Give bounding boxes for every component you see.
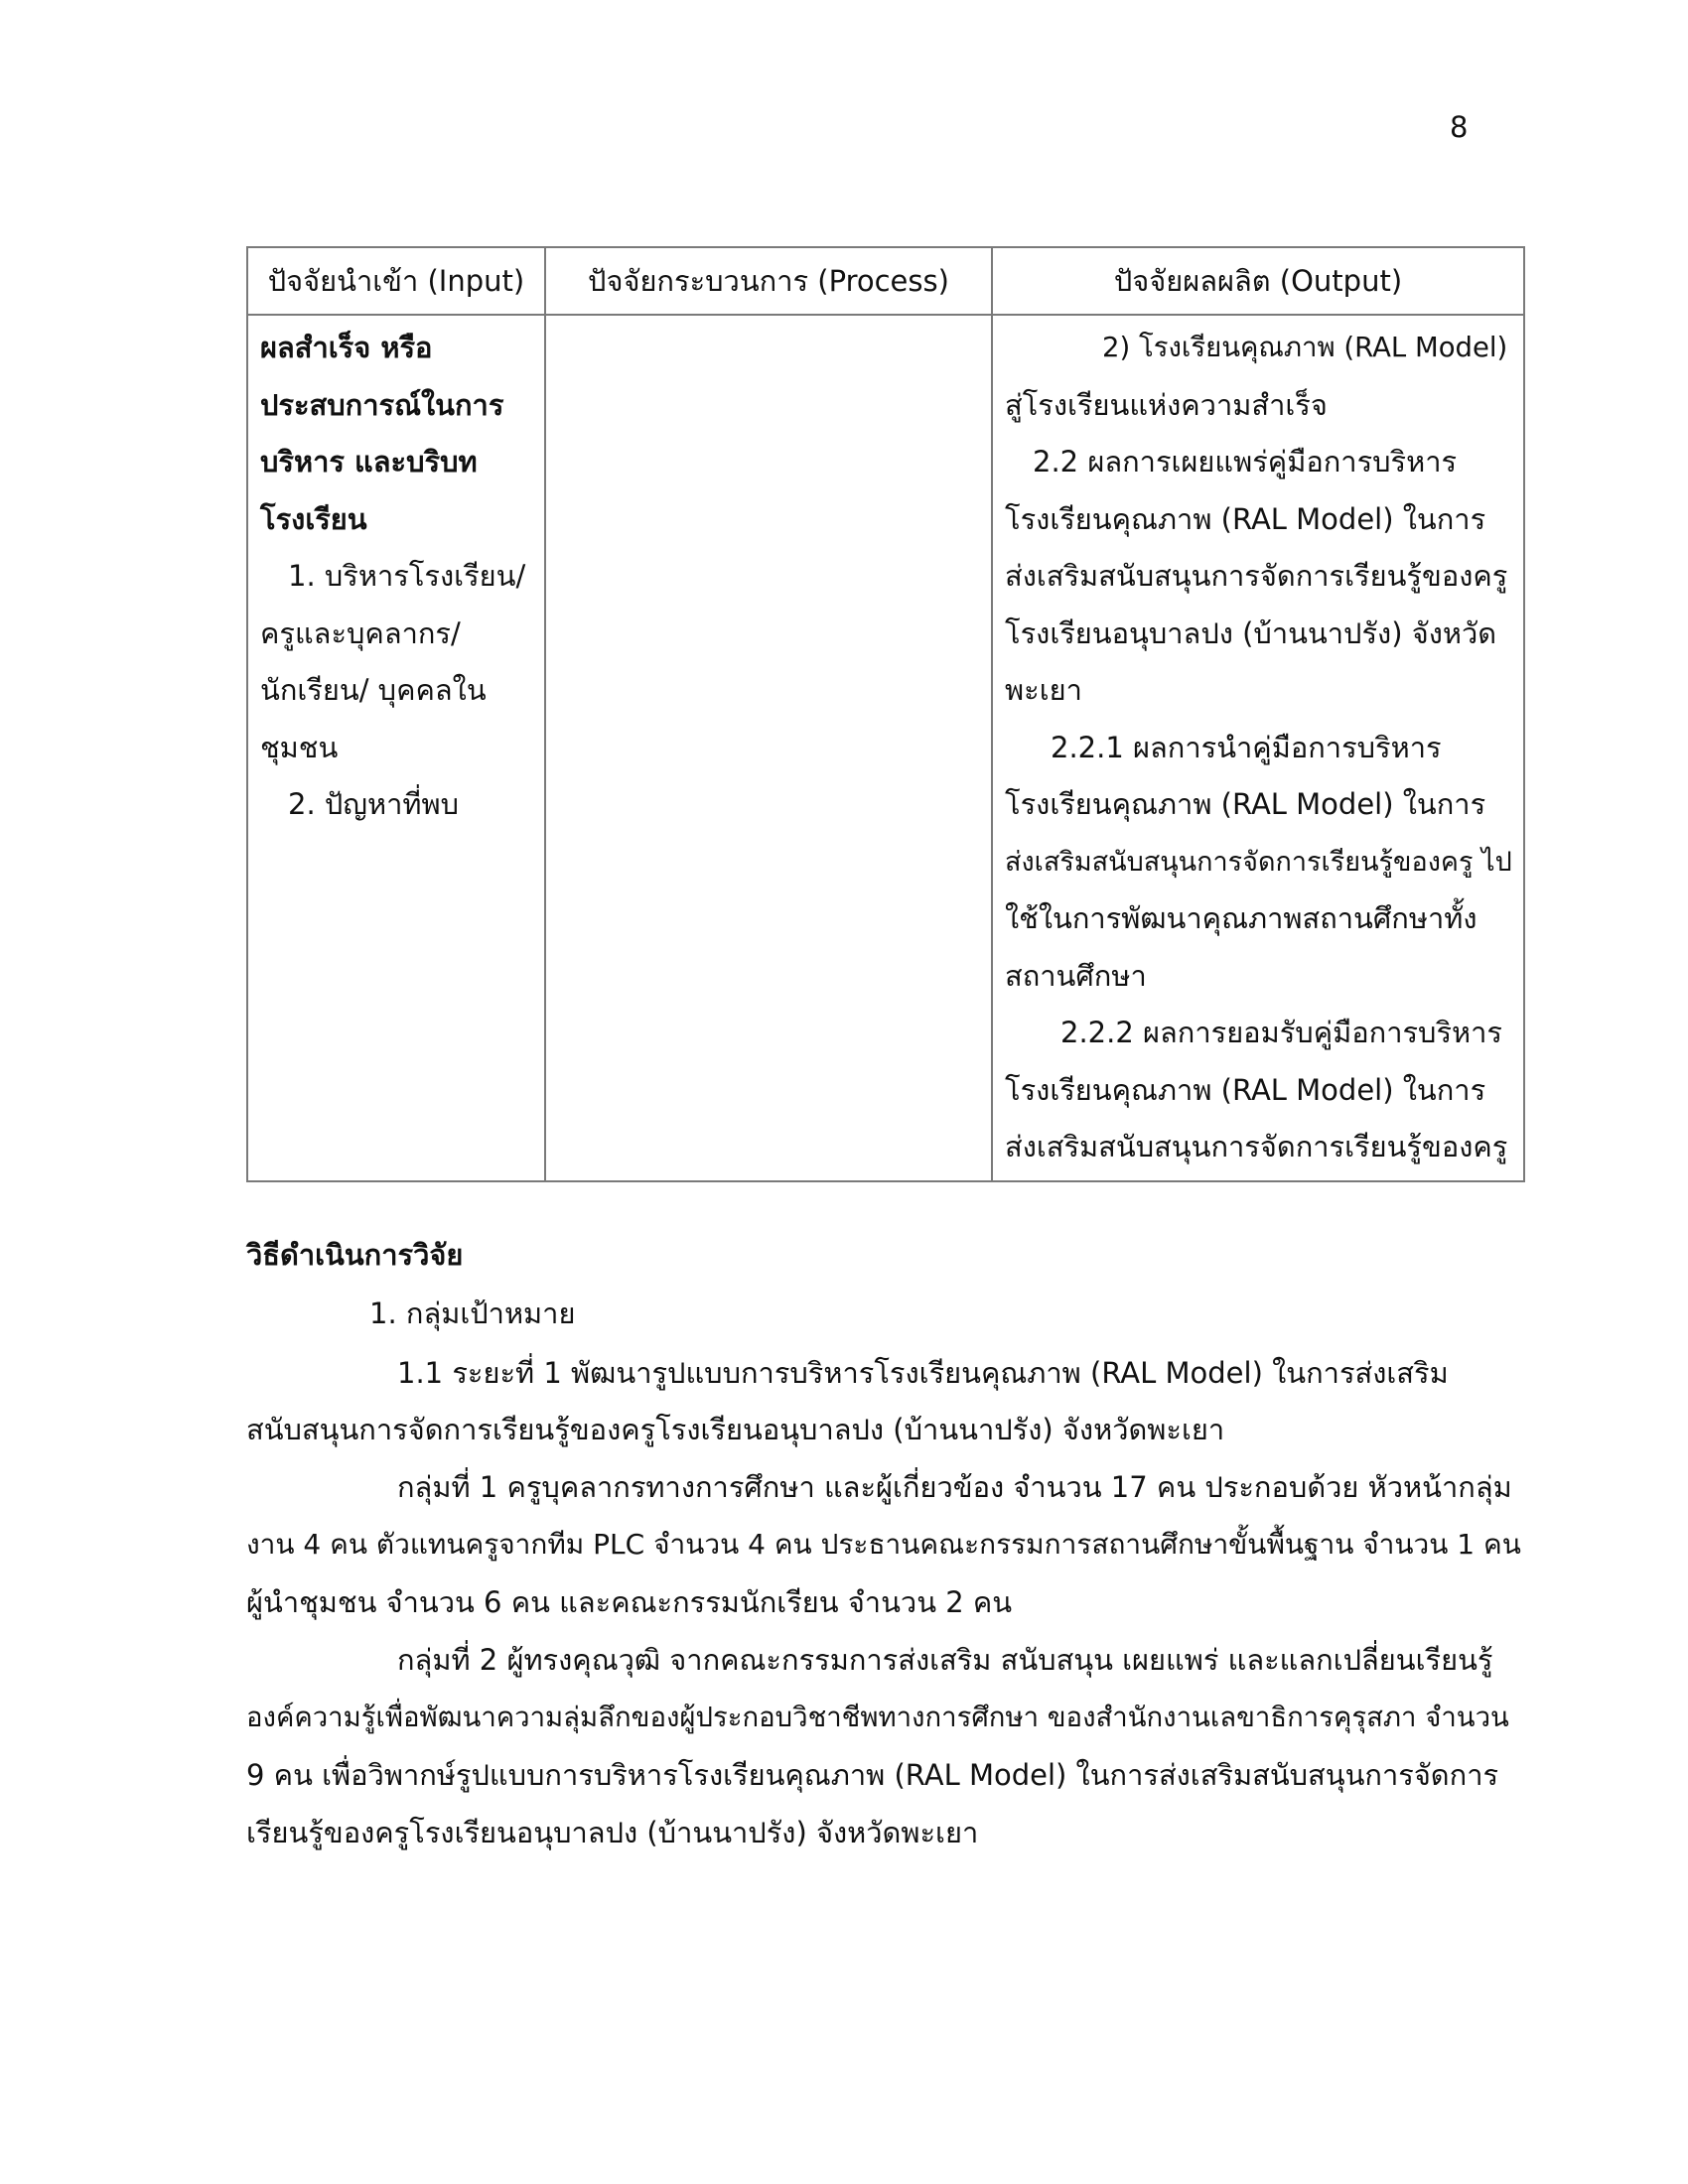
output-line: โรงเรียนอนุบาลปง (บ้านนาปรัง) จังหวัด [1005, 615, 1497, 650]
body-line: สนับสนุนการจัดการเรียนรู้ของครูโรงเรียนอนุบาลปง (บ้านนาปรัง) จังหวัดพะเยา [246, 1413, 1225, 1446]
output-line: 2.2.2 ผลการยอมรับคู่มือการบริหาร [1060, 1016, 1503, 1049]
input-line: ประสบการณ์ในการ [260, 387, 504, 422]
input-line: บริหาร และบริบท [260, 445, 478, 478]
output-line: 2.2 ผลการเผยแพร่คู่มือการบริหาร [1033, 445, 1458, 478]
output-line: 2.2.1 ผลการนำคู่มือการบริหาร [1051, 730, 1442, 764]
output-line: ใช้ในการพัฒนาคุณภาพสถานศึกษาทั้ง [1005, 901, 1477, 935]
output-line: ส่งเสริมสนับสนุนการจัดการเรียนรู้ของครู [1005, 1130, 1508, 1163]
table-header-row [247, 247, 1524, 315]
output-line: โรงเรียนคุณภาพ (RAL Model) ในการ [1005, 787, 1486, 821]
input-line: ผลสำเร็จ หรือ [260, 331, 433, 364]
input-line: โรงเรียน [260, 501, 367, 536]
header-output: ปัจจัยผลผลิต (Output) [992, 247, 1524, 315]
body-line: 9 คน เพื่อวิพากษ์รูปแบบการบริหารโรงเรียนคุณภาพ (RAL Model) ในการส่งเสริมสนับสนุนการจัดการ [246, 1758, 1499, 1792]
input-line: ชุมชน [260, 730, 339, 764]
input-line: ครูและบุคลากร/ [260, 615, 461, 650]
output-line: สู่โรงเรียนแห่งความสำเร็จ [1005, 387, 1328, 422]
output-line: 2) โรงเรียนคุณภาพ (RAL Model) [1102, 332, 1508, 363]
output-line: โรงเรียนคุณภาพ (RAL Model) ในการ [1005, 1072, 1486, 1107]
table-row [247, 315, 1524, 1181]
input-cell [247, 315, 545, 1181]
output-line: พะเยา [1005, 673, 1082, 707]
body-line: ผู้นำชุมชน จำนวน 6 คน และคณะกรรมนักเรียน จำนวน 2 คน [246, 1585, 1013, 1619]
body-line: กลุ่มที่ 2 ผู้ทรงคุณวุฒิ จากคณะกรรมการส่งเสริม สนับสนุน เผยแพร่ และแลกเปลี่ยนเรียนรู้ [397, 1643, 1493, 1677]
input-line: นักเรียน/ บุคคลใน [260, 673, 487, 707]
header-process: ปัจจัยกระบวนการ (Process) [545, 247, 992, 315]
input-line: 2. ปัญหาที่พบ [288, 787, 460, 821]
output-line: ส่งเสริมสนับสนุนการจัดการเรียนรู้ของครู ไป [1005, 846, 1512, 878]
body-line: งาน 4 คน ตัวแทนครูจากทีม PLC จำนวน 4 คน ประธานคณะกรรมการสถานศึกษาขั้นพื้นฐาน จำนวน 1 คน [246, 1528, 1521, 1561]
output-line: สถานศึกษา [1005, 958, 1147, 993]
input-line: 1. บริหารโรงเรียน/ [288, 559, 526, 593]
body-line: 1.1 ระยะที่ 1 พัฒนารูปแบบการบริหารโรงเรียนคุณภาพ (RAL Model) ในการส่งเสริม [397, 1356, 1449, 1390]
page-number: 8 [1450, 110, 1469, 144]
output-line: ส่งเสริมสนับสนุนการจัดการเรียนรู้ของครู [1005, 559, 1508, 593]
body-line: องค์ความรู้เพื่อพัฒนาความลุ่มลึกของผู้ประกอบวิชาชีพทางการศึกษา ของสำนักงานเลขาธิการคุรุสภา จำนวน [246, 1702, 1509, 1733]
header-input: ปัจจัยนำเข้า (Input) [247, 247, 545, 315]
body-line: เรียนรู้ของครูโรงเรียนอนุบาลปง (บ้านนาปรัง) จังหวัดพะเยา [246, 1816, 979, 1849]
output-cell [992, 315, 1524, 1181]
output-line: โรงเรียนคุณภาพ (RAL Model) ในการ [1005, 501, 1486, 536]
section-heading: วิธีดำเนินการวิจัย [246, 1238, 464, 1272]
conceptual-framework-table [246, 246, 1525, 1182]
body-line: 1. กลุ่มเป้าหมาย [369, 1297, 576, 1330]
body-line: กลุ่มที่ 1 ครูบุคลากรทางการศึกษา และผู้เกี่ยวข้อง จำนวน 17 คน ประกอบด้วย หัวหน้ากลุ่ม [397, 1470, 1512, 1504]
process-cell [545, 315, 992, 1181]
